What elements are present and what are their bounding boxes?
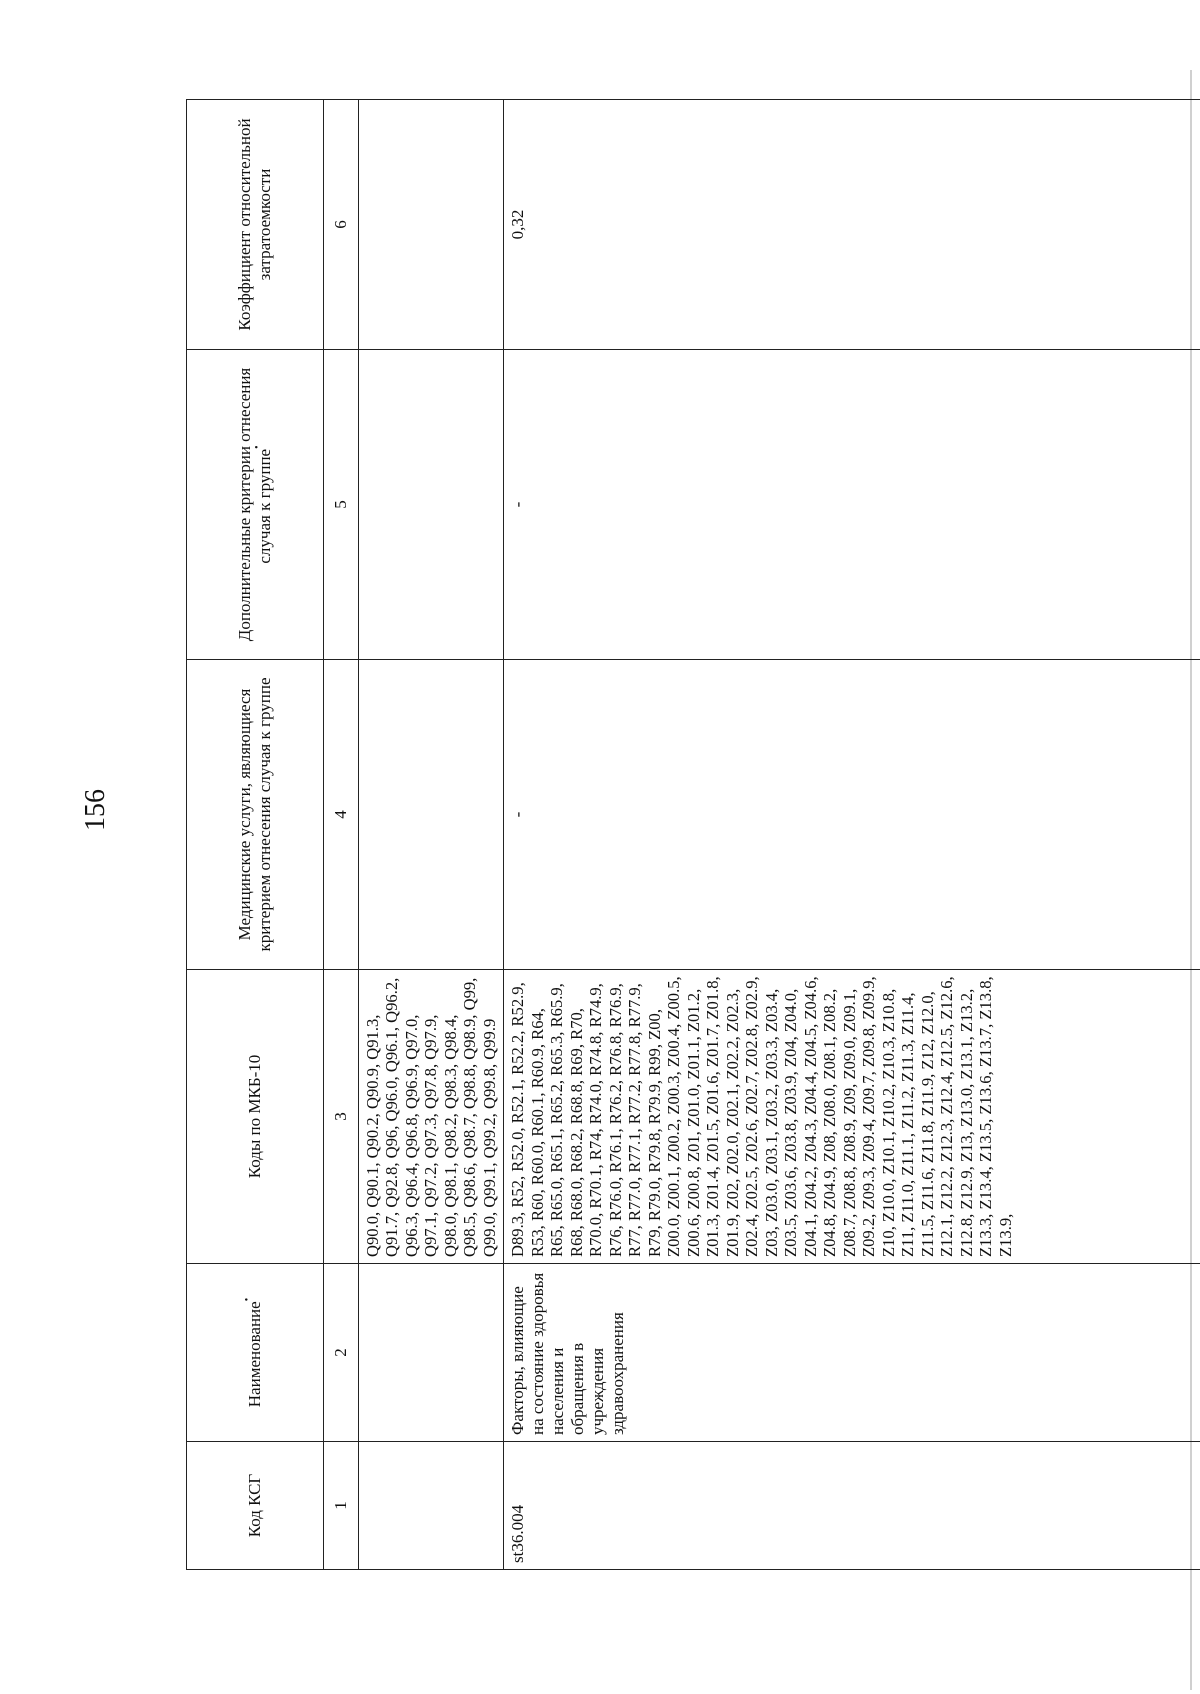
table-row <box>359 100 504 1570</box>
column-number: 1 <box>324 1442 359 1570</box>
header-mkb-codes: Коды по МКБ-10 <box>187 970 324 1264</box>
page-number: 156 <box>80 789 111 831</box>
column-number: 2 <box>324 1264 359 1442</box>
name-cell <box>359 1264 504 1442</box>
name-cell: Факторы, влияющие на состояние здоровья населения и обращения в учреждения здравоохранения <box>504 1264 1200 1442</box>
mkb-codes-cell: D89.3, R52, R52.0, R52.1, R52.2, R52.9, R53, R60, R60.0, R60.1, R60.9, R64, R65, R65.0, R65.1, R65.2, R65.3, R65.9, R68, R68.0, R68.2, R68.8, R69, R70, R70.0, R70.1, R74, R74.0, R74.8, R74.9, R76, R76.0, R76.1, R76.2, R76.8, R76.9, R77, R77.0, R77.1, R77.2, R77.8, R77.9, R79, R79.0, R79.8, R79.9, R99, Z00, Z00.0, Z00.1, Z00.2, Z00.3, Z00.4, Z00.5, Z00.6, Z00.8, Z01, Z01.0, Z01.1, Z01.2, Z01.3, Z01.4, Z01.5, Z01.6, Z01.7, Z01.8, Z01.9, Z02, Z02.0, Z02.1, Z02.2, Z02.3, Z02.4, Z02.5, Z02.6, Z02.7, Z02.8, Z02.9, Z03, Z03.0, Z03.1, Z03.2, Z03.3, Z03.4, Z03.5, Z03.6, Z03.8, Z03.9, Z04, Z04.0, Z04.1, Z04.2, Z04.3, Z04.4, Z04.5, Z04.6, Z04.8, Z04.9, Z08, Z08.0, Z08.1, Z08.2, Z08.7, Z08.8, Z08.9, Z09, Z09.0, Z09.1, Z09.2, Z09.3, Z09.4, Z09.7, Z09.8, Z09.9, Z10, Z10.0, Z10.1, Z10.2, Z10.3, Z10.8, Z11, Z11.0, Z11.1, Z11.2, Z11.3, Z11.4, Z11.5, Z11.6, Z11.8, Z11.9, Z12, Z12.0, Z12.1, Z12.2, Z12.3, Z12.4, Z12.5, Z12.6, Z12.8, Z12.9, Z13, Z13.0, Z13.1, Z13.2, Z13.3, Z13.4, Z13.5, Z13.6, Z13.7, Z13.8, Z13.9, <box>504 970 1200 1264</box>
column-number: 3 <box>324 970 359 1264</box>
column-number: 4 <box>324 660 359 970</box>
column-number: 6 <box>324 100 359 350</box>
mkb-codes-cell: Q90.0, Q90.1, Q90.2, Q90.9, Q91.3, Q91.7, Q92.8, Q96, Q96.0, Q96.1, Q96.2, Q96.3, Q96.4, Q96.8, Q96.9, Q97.0, Q97.1, Q97.2, Q97.3, Q97.8, Q97.9, Q98.0, Q98.1, Q98.2, Q98.3, Q98.4, Q98.5, Q98.6, Q98.7, Q98.8, Q98.9, Q99, Q99.0, Q99.1, Q99.2, Q99.8, Q99.9 <box>359 970 504 1264</box>
header-ksg-code: Код КСГ <box>187 1442 324 1570</box>
table-row <box>504 100 1200 1570</box>
ksg-code-cell: st36.004 <box>504 1442 1200 1570</box>
header-coefficient: Коэффициент относительной затратоемкости <box>187 100 324 350</box>
header-row <box>187 100 324 1570</box>
header-criteria: Дополнительные критерии отнесения случая к группе• <box>187 350 324 660</box>
column-number: 5 <box>324 350 359 660</box>
coefficient-cell <box>359 100 504 350</box>
criteria-cell <box>359 350 504 660</box>
ksg-table <box>186 99 1200 1570</box>
ksg-table-container <box>186 100 1200 1570</box>
header-name: Наименование• <box>187 1264 324 1442</box>
header-services: Медицинские услуги, являющиеся критерием отнесения случая к группе <box>187 660 324 970</box>
services-cell <box>359 660 504 970</box>
services-cell: - <box>504 660 1200 970</box>
footnote-mark: • <box>252 445 263 449</box>
column-numbers-row <box>324 100 359 1570</box>
ksg-code-cell <box>359 1442 504 1570</box>
footnote-mark: • <box>242 1297 254 1302</box>
criteria-cell: - <box>504 350 1200 660</box>
coefficient-cell: 0,32 <box>504 100 1200 350</box>
